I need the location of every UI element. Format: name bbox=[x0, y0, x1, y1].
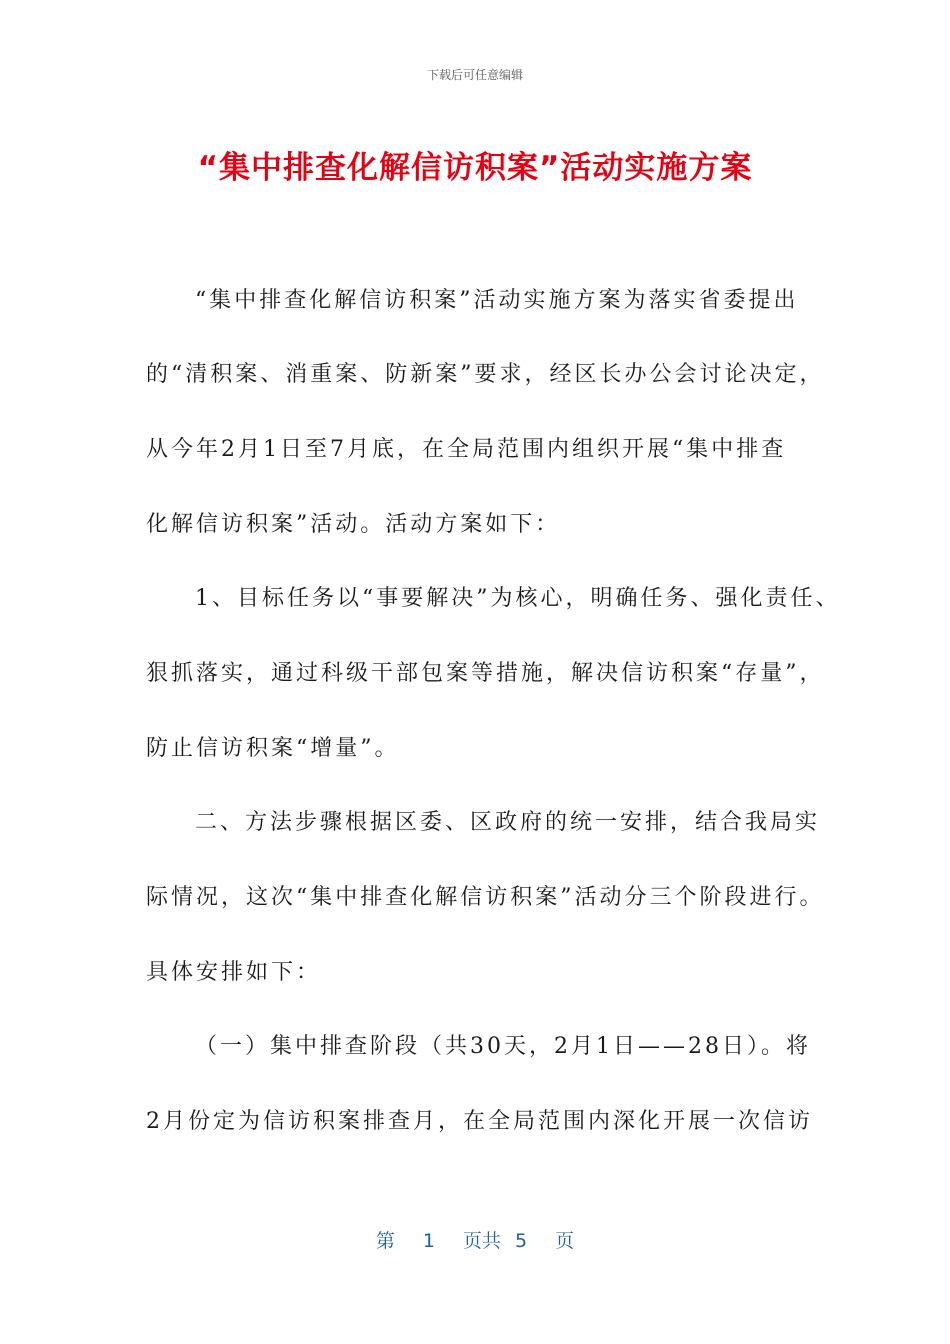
body-line-10: 具体安排如下： bbox=[146, 960, 322, 985]
footer-current-page: 1 bbox=[422, 1230, 435, 1252]
body-line-5: 1、目标任务以“事要解决”为核心，明确任务、强化责任、 bbox=[195, 586, 841, 611]
body-line-9: 际情况，这次“集中排查化解信访积案”活动分三个阶段进行。 bbox=[146, 885, 825, 910]
body-line-4: 化解信访积案”活动。活动方案如下： bbox=[146, 512, 561, 537]
body-line-7: 防止信访积案“增量”。 bbox=[146, 736, 400, 761]
page-footer bbox=[0, 1226, 950, 1253]
body-line-11: （一）集中排查阶段（共30天，2月1日——28日）。将 bbox=[195, 1034, 811, 1059]
header-note: 下载后可任意编辑 bbox=[426, 68, 523, 82]
footer-prefix: 第 bbox=[375, 1230, 395, 1252]
body-line-6: 狠抓落实，通过科级干部包案等措施，解决信访积案“存量”， bbox=[146, 661, 825, 686]
body-line-12: 2月份定为信访积案排查月，在全局范围内深化开展一次信访 bbox=[146, 1109, 813, 1134]
footer-suffix: 页 bbox=[555, 1230, 575, 1252]
body-line-8: 二、方法步骤根据区委、区政府的统一安排，结合我局实 bbox=[195, 810, 821, 835]
footer-mid: 页共 bbox=[462, 1230, 501, 1252]
footer-total-pages: 5 bbox=[515, 1230, 528, 1252]
body-line-2: 的“清积案、消重案、防新案”要求，经区长办公会讨论决定， bbox=[146, 362, 825, 387]
body-line-1: “集中排查化解信访积案”活动实施方案为落实省委提出 bbox=[195, 288, 799, 313]
document-title: “集中排查化解信访积案”活动实施方案 bbox=[197, 150, 753, 186]
body-line-3: 从今年2月1日至7月底，在全局范围内组织开展“集中排查 bbox=[146, 437, 787, 462]
